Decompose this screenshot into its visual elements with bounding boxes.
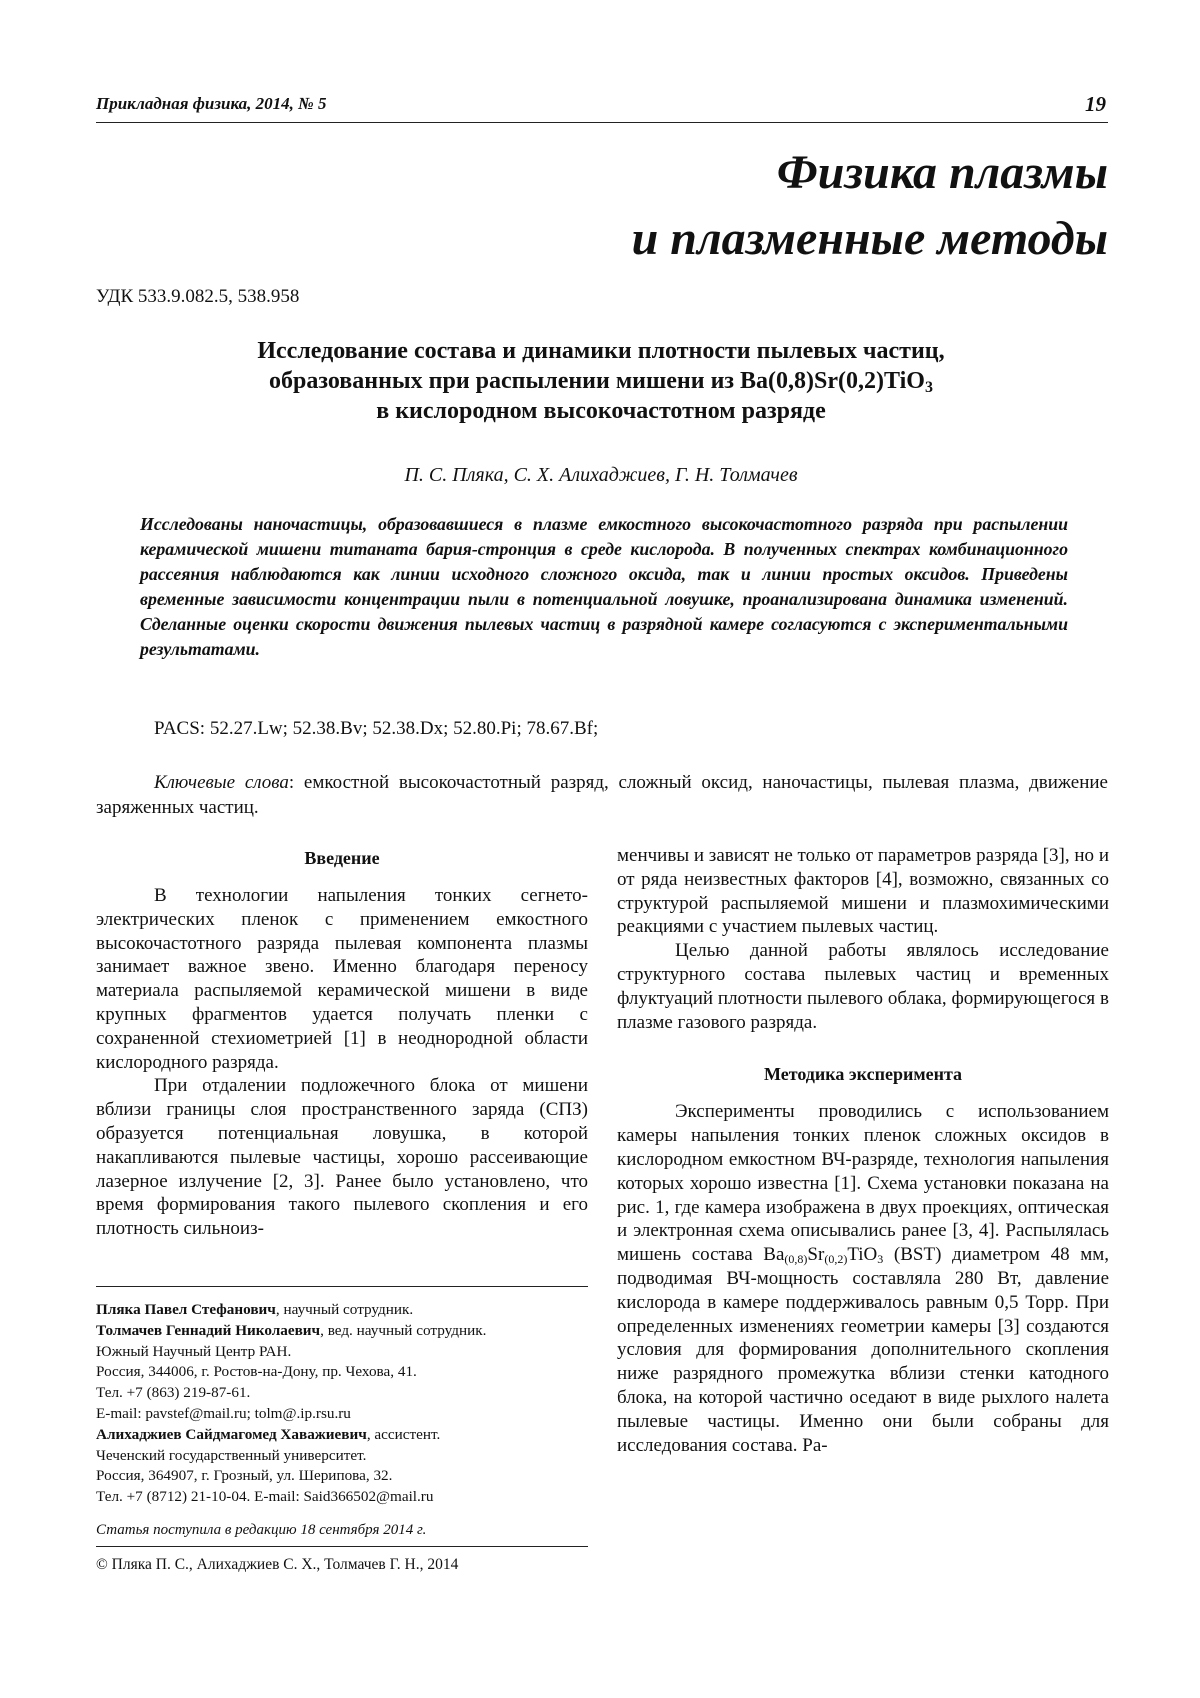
- author-2-role: , вед. научный сотрудник.: [320, 1321, 487, 1339]
- author-2-name: Толмачев Геннадий Николаевич: [96, 1321, 321, 1339]
- author-3-name: Алихаджиев Сайдмагомед Хаважиевич: [96, 1425, 367, 1443]
- address-1: Россия, 344006, г. Ростов-на-Дону, пр. Чехова, 41.: [96, 1363, 417, 1381]
- intro-paragraph-2: При отдалении подложечного блока от мишени вблизи границы слоя пространственного заряда (СПЗ) образуется потенциальная ловушка, в которой накапливаются пылевые частицы, хорошо рассеивающие лазерное излучение [2, 3]. Ранее было установлено, что время формирования такого пылевого скопления и его плотность сильноиз-: [96, 1075, 588, 1240]
- received-date: Статья поступила в редакцию 18 сентября 2014 г.: [96, 1522, 427, 1538]
- address-2: Россия, 364907, г. Грозный, ул. Шерипова, 32.: [96, 1467, 393, 1485]
- author-1-role: , научный сотрудник.: [275, 1301, 414, 1318]
- section-title-line-1: Физика плазмы: [776, 146, 1108, 199]
- section-title-line-2: и плазменные методы: [631, 212, 1108, 265]
- intro-heading: Введение: [304, 848, 380, 868]
- copyright: © Пляка П. С., Алихаджиев С. Х., Толмачев Г. Н., 2014: [96, 1556, 459, 1573]
- left-column: [96, 846, 588, 1241]
- udc-code: УДК 533.9.082.5, 538.958: [96, 286, 300, 307]
- method-text-d: (BST) диаметром 48 мм, подводимая ВЧ-мощность составляла 280 Вт, давление кислорода в камере поддерживалось равным 0,5 Торр. При определенных изменениях геометрии камеры [3] создаются условия для формирования дополнительного скопления ниже разрядного промежутка вблизи стенки катодного блока, на которой частично оседают в виде рыхлого налета пылевые частицы. Именно они были собраны для исследования состава. Ра-: [617, 1244, 1110, 1456]
- method-heading: Методика эксперимента: [763, 1064, 963, 1085]
- title-subscript: 3: [924, 379, 933, 396]
- organization-2: Чеченский государственный университет.: [96, 1446, 367, 1464]
- method-text-a: Эксперименты проводились с использованием камеры напыления тонких пленок сложных оксидов в кислородном емкостном ВЧ-разряде, технология напыления которых хорошо известна [1]. Схема установки показана на рис. 1, где камера изображена в двух проекциях, оптическая и электронная схема описывались ранее [3, 4]. Распылялась мишень состава Ba: [617, 1101, 1109, 1266]
- method-sub-1: (0,8): [784, 1252, 808, 1267]
- keywords: [96, 770, 1108, 820]
- intro-paragraph-1: В технологии напыления тонких сегнето-электрических пленок с применением емкостного высокочастотного разряда пылевая компонента плазмы занимает важное звено. Именно благодаря переносу материала распыляемой керамической мишени в виде крупных фрагментов удается получать пленки с сохраненной стехиометрией [1] в неоднородной области кислородного разряда.: [96, 885, 588, 1073]
- method-sub-3: 3: [877, 1252, 884, 1267]
- title-line-3: в кислородном высокочастотном разряде: [376, 398, 826, 424]
- pacs-codes: PACS: 52.27.Lw; 52.38.Bv; 52.38.Dx; 52.80.Pi; 78.67.Bf;: [154, 718, 599, 739]
- organization-1: Южный Научный Центр РАН.: [96, 1342, 292, 1360]
- right-column: [617, 844, 1109, 1457]
- authors: П. С. Пляка, С. Х. Алихаджиев, Г. Н. Толмачев: [404, 464, 798, 486]
- method-sub-2: (0,2): [824, 1252, 848, 1267]
- author-1: [96, 1300, 588, 1321]
- page-number: 19: [1085, 92, 1106, 116]
- right-paragraph-2: Целью данной работы являлось исследование структурного состава пылевых частиц и временных флуктуаций плотности пылевого облака, формирующегося в плазме газового разряда.: [617, 940, 1109, 1033]
- author-1-name: Пляка Павел Стефанович: [96, 1301, 276, 1318]
- running-header: [96, 92, 1106, 118]
- phone-2: Тел. +7 (8712) 21-10-04. E-mail: Said366502@mail.ru: [96, 1488, 434, 1506]
- title-line-2: [96, 366, 1106, 396]
- author-3: [96, 1425, 588, 1446]
- footnote-rule: [96, 1286, 588, 1287]
- author-3-role: , ассистент.: [366, 1425, 441, 1443]
- keywords-label: Ключевые слова: [154, 772, 289, 793]
- journal-name: Прикладная физика, 2014, № 5: [96, 94, 327, 113]
- keywords-text: : емкостной высокочастотный разряд, сложный оксид, наночастицы, пылевая плазма, движение заряженных частиц.: [96, 772, 1108, 818]
- copyright-rule: [96, 1546, 588, 1547]
- abstract: Исследованы наночастицы, образовавшиеся в плазме емкостного высокочастотного разряда при распылении керамической мишени титаната бария-стронция в среде кислорода. В полученных спектрах комбинационного рассеяния наблюдаются как линии исходного сложного оксида, так и линии простых оксидов. Приведены временные зависимости концентрации пыли в потенциальной ловушке, проанализирована динамика изменений. Сделанные оценки скорости движения пылевых частиц в разрядной камере согласуются с экспериментальными результатами.: [140, 514, 1068, 659]
- email-1: E-mail: pavstef@mail.ru; tolm@.ip.rsu.ru: [96, 1404, 351, 1422]
- method-text-c: TiO: [847, 1244, 878, 1266]
- title-line-2-text: образованных при распылении мишени из Ba(0,8)Sr(0,2)TiO: [269, 368, 925, 394]
- section-title: [308, 140, 1108, 272]
- header-rule: [96, 122, 1108, 123]
- method-paragraph: [617, 1100, 1109, 1457]
- method-text-b: Sr: [807, 1244, 825, 1266]
- right-paragraph-1: менчивы и зависят не только от параметров разряда [3], но и от ряда неизвестных факторов [4], возможно, связанных со структурой распыляемой мишени и плазмохимическими реакциями с участием пылевых частиц.: [617, 845, 1109, 938]
- author-2: [96, 1321, 588, 1342]
- author-footnote: [96, 1300, 588, 1508]
- title-line-1: Исследование состава и динамики плотности пылевых частиц,: [257, 338, 945, 364]
- phone-1: Тел. +7 (863) 219-87-61.: [96, 1384, 251, 1402]
- article-title: [96, 336, 1106, 426]
